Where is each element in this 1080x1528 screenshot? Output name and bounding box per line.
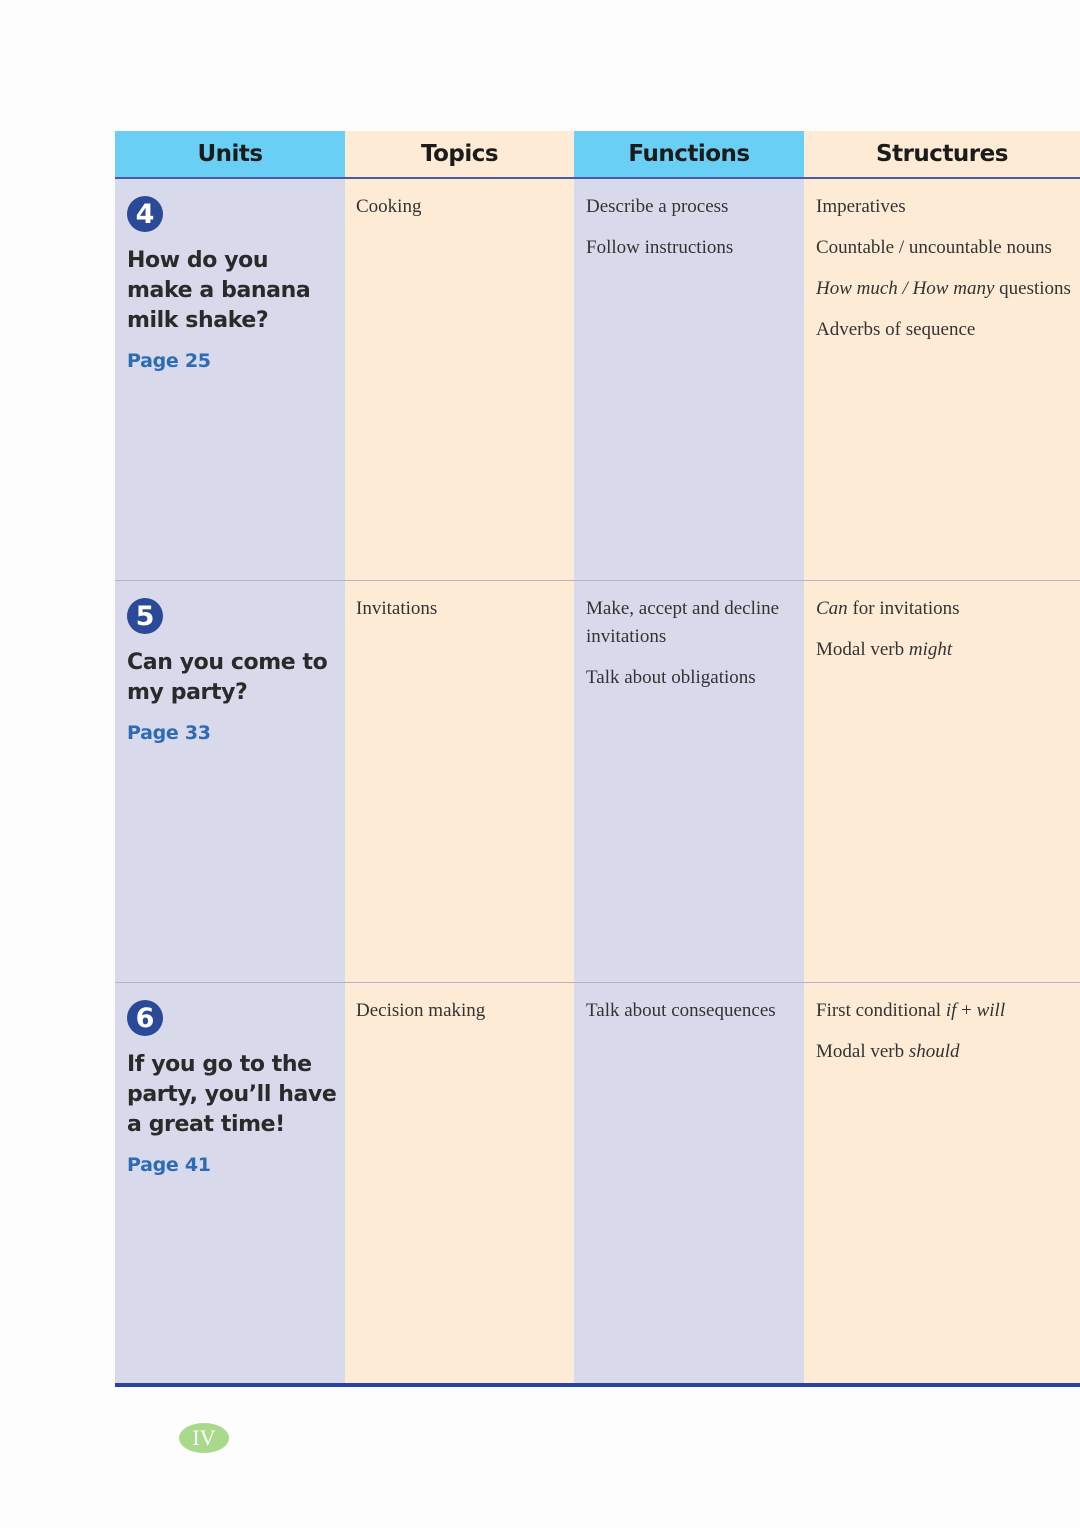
unit-title: How do you make a banana milk shake? — [127, 248, 311, 333]
unit-cell — [127, 1000, 339, 1176]
unit-row-4 — [115, 179, 1080, 581]
unit-page-link[interactable]: Page 33 — [127, 722, 211, 744]
structure-item: Modal verb might — [816, 639, 953, 660]
structure-item: Can for invitations — [816, 598, 960, 619]
functions-cell — [586, 193, 796, 275]
structures-cell — [816, 595, 1071, 677]
topic-cell — [356, 193, 566, 234]
structure-item: Imperatives — [816, 196, 906, 217]
contents-table — [115, 131, 1080, 1387]
function-item: Follow instructions — [586, 237, 734, 258]
unit-page-link[interactable]: Page 25 — [127, 350, 211, 372]
unit-number-badge: 5 — [127, 598, 163, 634]
unit-title: Can you come to my party? — [127, 650, 328, 705]
header-functions: Functions — [574, 131, 804, 177]
structures-cell — [816, 997, 1071, 1079]
functions-cell — [586, 595, 796, 705]
topic-text: Cooking — [356, 196, 422, 217]
unit-cell — [127, 598, 339, 744]
function-item: Talk about consequences — [586, 1000, 776, 1021]
header-topics: Topics — [345, 131, 574, 177]
unit-cell — [127, 196, 339, 372]
structure-item: Modal verb should — [816, 1041, 960, 1062]
function-item: Make, accept and decline invitations — [586, 598, 780, 647]
header-structures: Structures — [804, 131, 1080, 177]
page-number-badge: IV — [179, 1423, 229, 1453]
topic-cell — [356, 595, 566, 636]
header-units: Units — [115, 131, 345, 177]
topic-text: Invitations — [356, 598, 438, 619]
structure-item: Countable / uncountable nouns — [816, 237, 1052, 258]
topic-cell — [356, 997, 566, 1038]
unit-number-badge: 6 — [127, 1000, 163, 1036]
function-item: Talk about obligations — [586, 667, 756, 688]
structure-item: How much / How many questions — [816, 278, 1071, 299]
structure-item: First conditional if + will — [816, 1000, 1006, 1021]
structures-cell — [816, 193, 1071, 357]
structure-item: Adverbs of sequence — [816, 319, 976, 340]
unit-number-badge: 4 — [127, 196, 163, 232]
functions-cell — [586, 997, 796, 1038]
topic-text: Decision making — [356, 1000, 486, 1021]
unit-row-6 — [115, 983, 1080, 1385]
function-item: Describe a process — [586, 196, 729, 217]
unit-title: If you go to the party, you’ll have a great time! — [127, 1052, 337, 1137]
unit-page-link[interactable]: Page 41 — [127, 1154, 211, 1176]
unit-row-5 — [115, 581, 1080, 983]
table-bottom-rule — [115, 1383, 1080, 1387]
